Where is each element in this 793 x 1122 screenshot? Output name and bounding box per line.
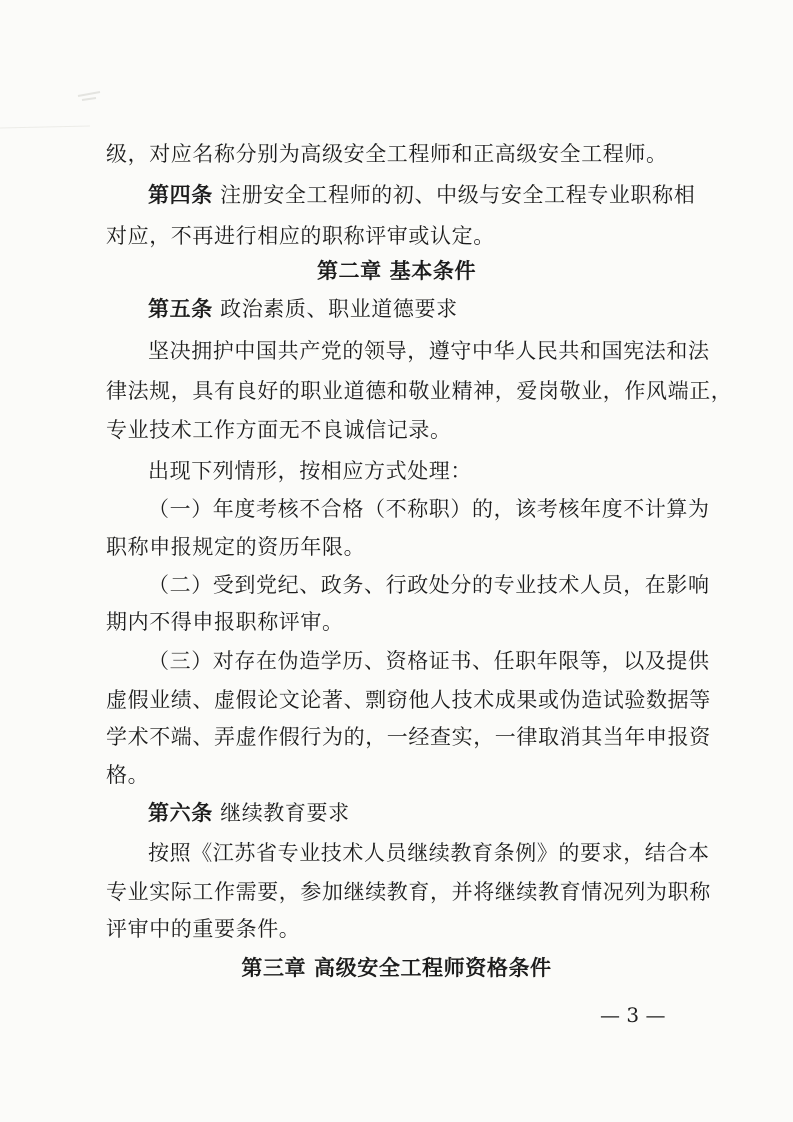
text-line: 出现下列情形，按相应方式处理：	[148, 459, 472, 483]
text-line: （三）对存在伪造学历、资格证书、任职年限等，以及提供	[148, 649, 710, 673]
text-line: 学术不端、弄虚作假行为的，一经查实，一律取消其当年申报资	[106, 725, 711, 749]
text-line: 对应，不再进行相应的职称评审或认定。	[106, 224, 495, 248]
text-line: 坚决拥护中国共产党的领导，遵守中华人民共和国宪法和法	[148, 339, 710, 363]
text-line: 职称申报规定的资历年限。	[106, 535, 366, 559]
article-text: 政治素质、职业道德要求	[220, 297, 458, 321]
article-text: 注册安全工程师的初、中级与安全工程专业职称相	[220, 183, 696, 207]
text-line: （一）年度考核不合格（不称职）的，该考核年度不计算为	[148, 497, 710, 521]
article-text: 继续教育要求	[220, 801, 350, 825]
chapter-heading: 第三章 高级安全工程师资格条件	[241, 956, 552, 980]
article-5	[148, 294, 728, 324]
text-line: 按照《江苏省专业技术人员继续教育条例》的要求，结合本	[148, 841, 710, 865]
text-line: 级，对应名称分别为高级安全工程师和正高级安全工程师。	[106, 142, 668, 166]
scan-artifact	[0, 0, 160, 140]
article-title: 第五条	[148, 297, 213, 321]
text-line: 虚假业绩、虚假论文论著、剽窃他人技术成果或伪造试验数据等	[106, 688, 711, 712]
text-line: 律法规，具有良好的职业道德和敬业精神，爱岗敬业，作风端正，	[106, 379, 733, 403]
article-title: 第四条	[148, 183, 213, 207]
article-title: 第六条	[148, 801, 213, 825]
article-4	[148, 180, 728, 210]
article-6	[148, 798, 728, 828]
chapter-heading: 第二章 基本条件	[316, 259, 477, 283]
text-line: 评审中的重要条件。	[106, 917, 301, 941]
text-line: 期内不得申报职称评审。	[106, 610, 344, 634]
text-line: 专业实际工作需要，参加继续教育，并将继续教育情况列为职称	[106, 880, 711, 904]
text-line: 格。	[106, 763, 150, 787]
text-line: 专业技术工作方面无不良诚信记录。	[106, 418, 452, 442]
text-line: （二）受到党纪、政务、行政处分的专业技术人员，在影响	[148, 573, 710, 597]
page-number: — 3 —	[600, 1003, 666, 1027]
